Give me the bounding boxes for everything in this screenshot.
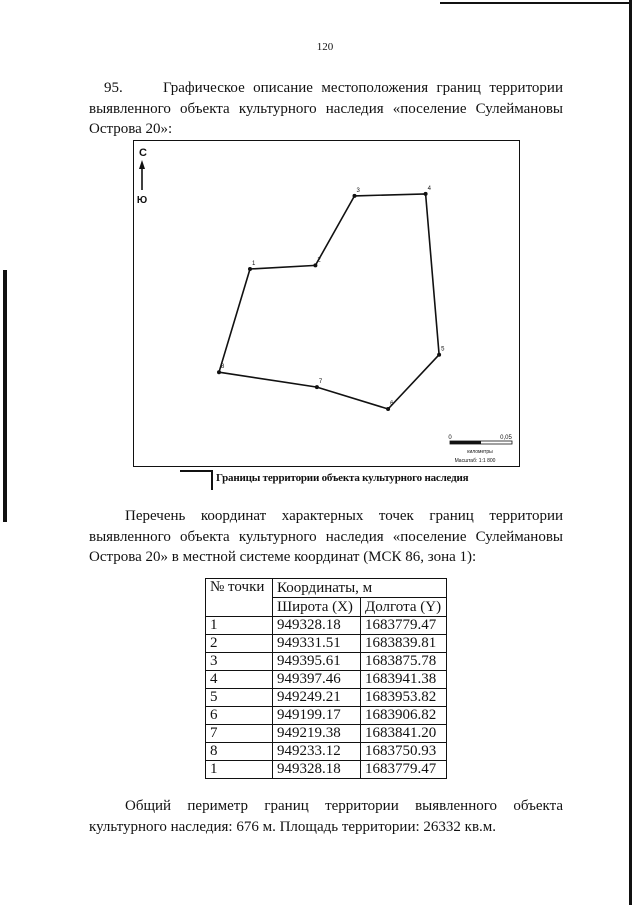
section-paragraph — [89, 78, 563, 140]
longitude-cell: 1683779.47 — [361, 617, 447, 635]
boundary-point — [437, 353, 441, 357]
coordinates-table-body — [206, 617, 447, 779]
table-row — [206, 635, 447, 653]
latitude-cell: 949331.51 — [273, 635, 361, 653]
latitude-cell: 949219.38 — [273, 725, 361, 743]
north-arrow-icon — [139, 160, 145, 169]
north-label: С — [139, 147, 147, 159]
point-number-cell: 4 — [206, 671, 273, 689]
point-number-cell: 8 — [206, 743, 273, 761]
boundary-point — [386, 407, 390, 411]
section-text: Графическое описание местоположения границ территории выявленного объекта культурного наследия «поселение Сулеймановы Острова 20»: — [89, 80, 563, 137]
coordinates-intro: Перечень координат характерных точек границ территории выявленного объекта культурного наследия «поселение Сулеймановы Острова 20» в местной системе координат (МСК 86, зона 1): — [89, 508, 563, 565]
section-number: 95. — [104, 80, 123, 96]
point-number-cell: 1 — [206, 617, 273, 635]
table-header-row — [206, 579, 447, 598]
coordinates-table — [205, 578, 447, 779]
longitude-cell: 1683941.38 — [361, 671, 447, 689]
longitude-cell: 1683841.20 — [361, 725, 447, 743]
scan-mark-left — [3, 270, 7, 522]
table-row — [206, 653, 447, 671]
legend-line-icon — [180, 470, 213, 472]
boundary-map — [133, 140, 520, 467]
point-number-cell: 1 — [206, 761, 273, 779]
legend-line-tick — [211, 470, 213, 490]
point-number-header: № точки — [206, 579, 273, 617]
latitude-cell: 949397.46 — [273, 671, 361, 689]
point-number-cell: 2 — [206, 635, 273, 653]
scale-units-label: километры — [467, 449, 493, 455]
table-row — [206, 689, 447, 707]
scan-edge-top — [440, 2, 630, 4]
boundary-point-label: 6 — [390, 401, 394, 407]
boundary-point-label: 1 — [252, 261, 256, 267]
table-row — [206, 725, 447, 743]
boundary-point — [424, 192, 428, 196]
boundary-polygon-layer — [217, 186, 445, 411]
table-row — [206, 743, 447, 761]
point-number-cell: 6 — [206, 707, 273, 725]
boundary-point — [217, 370, 221, 374]
table-row — [206, 707, 447, 725]
page-number: 120 — [316, 41, 334, 53]
boundary-line — [219, 194, 439, 409]
scale-bar-segment — [450, 441, 481, 444]
point-number-cell: 3 — [206, 653, 273, 671]
boundary-point — [315, 385, 319, 389]
boundary-point-label: 4 — [427, 185, 431, 192]
longitude-cell: 1683750.93 — [361, 743, 447, 761]
scan-edge-right — [629, 0, 632, 905]
table-row — [206, 617, 447, 635]
point-number-cell: 7 — [206, 725, 273, 743]
boundary-point — [313, 263, 317, 267]
table-row — [206, 761, 447, 779]
boundary-point-label: 3 — [356, 187, 360, 194]
point-number-cell: 5 — [206, 689, 273, 707]
south-label: Ю — [136, 195, 148, 206]
latitude-cell: 949233.12 — [273, 743, 361, 761]
longitude-cell: 1683906.82 — [361, 707, 447, 725]
latitude-header: Широта (X) — [273, 598, 361, 617]
longitude-cell: 1683875.78 — [361, 653, 447, 671]
longitude-header: Долгота (Y) — [361, 598, 447, 617]
boundary-point — [353, 194, 357, 198]
boundary-point — [248, 267, 252, 271]
longitude-cell: 1683779.47 — [361, 761, 447, 779]
latitude-cell: 949328.18 — [273, 617, 361, 635]
latitude-cell: 949249.21 — [273, 689, 361, 707]
table-row — [206, 671, 447, 689]
latitude-cell: 949199.17 — [273, 707, 361, 725]
map-canvas — [134, 141, 519, 466]
scale-ratio-label: Масштаб: 1:1 800 — [454, 458, 496, 464]
longitude-cell: 1683839.81 — [361, 635, 447, 653]
summary-paragraph: Общий периметр границ территории выявленного объекта культурного наследия: 676 м. Площадь территории: 26332 кв.м. — [89, 798, 563, 835]
coordinates-header: Координаты, м — [273, 579, 447, 598]
latitude-cell: 949395.61 — [273, 653, 361, 671]
scale-end-label: 0,05 — [500, 435, 512, 441]
longitude-cell: 1683953.82 — [361, 689, 447, 707]
boundary-point-label: 2 — [317, 257, 321, 264]
boundary-point-label: 8 — [221, 364, 225, 371]
boundary-point-label: 7 — [318, 379, 323, 386]
boundary-point-label: 5 — [441, 346, 445, 353]
scale-zero-label: 0 — [448, 435, 452, 441]
map-legend: Границы территории объекта культурного наследия — [216, 472, 469, 484]
latitude-cell: 949328.18 — [273, 761, 361, 779]
